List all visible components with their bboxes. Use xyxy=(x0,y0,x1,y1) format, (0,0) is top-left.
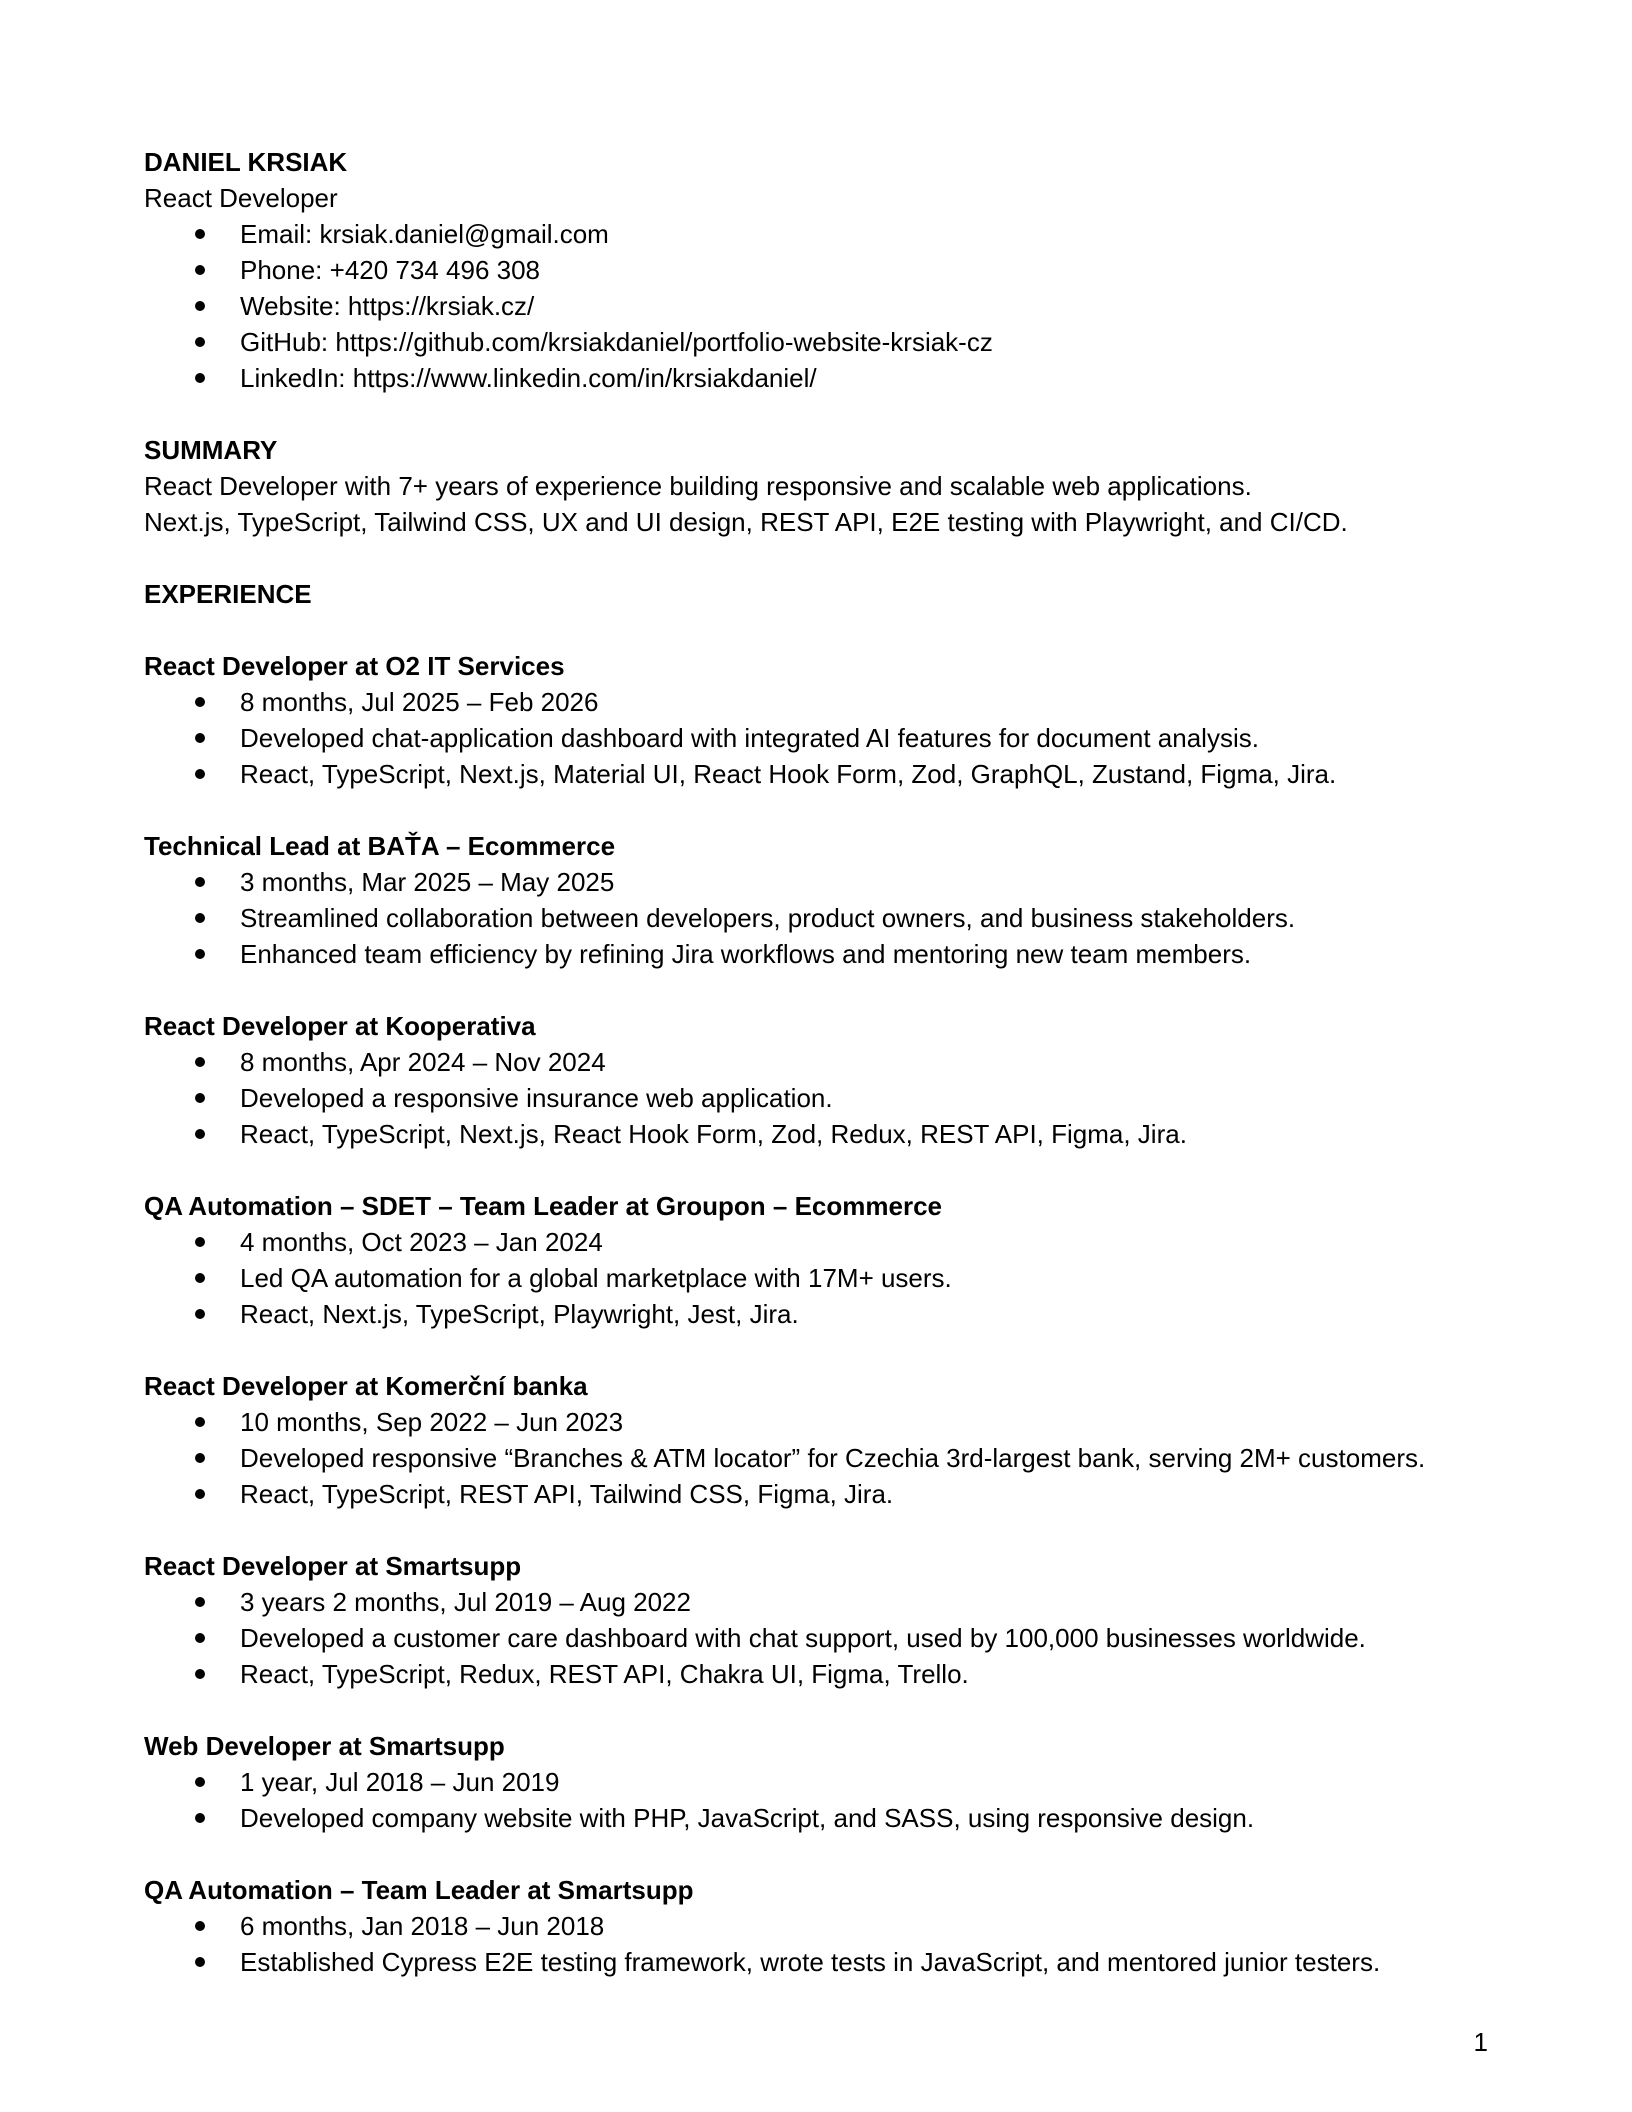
contact-item-phone xyxy=(144,252,1488,288)
job-title: React Developer at O2 IT Services xyxy=(144,651,565,681)
experience-heading: EXPERIENCE xyxy=(144,579,312,609)
contact-item-email xyxy=(144,216,1488,252)
bullet-icon xyxy=(195,1921,205,1931)
job-title: QA Automation – Team Leader at Smartsupp xyxy=(144,1875,694,1905)
list-item-text: Led QA automation for a global marketplace with 17M+ users. xyxy=(240,1263,952,1293)
job-entry xyxy=(144,648,1488,792)
spacer xyxy=(144,1152,1488,1188)
bullet-icon xyxy=(195,769,205,779)
list-item-text: 4 months, Oct 2023 – Jan 2024 xyxy=(240,1227,603,1257)
spacer xyxy=(144,612,1488,648)
resume-job-title: React Developer xyxy=(144,183,338,213)
list-item xyxy=(144,1080,1488,1116)
bullet-icon xyxy=(195,1309,205,1319)
job-entry xyxy=(144,1368,1488,1512)
list-item-text: Developed chat-application dashboard with integrated AI features for document analysis. xyxy=(240,723,1259,753)
list-item-text: 8 months, Apr 2024 – Nov 2024 xyxy=(240,1047,606,1077)
list-item xyxy=(144,1764,1488,1800)
bullet-icon xyxy=(195,1057,205,1067)
job-title: QA Automation – SDET – Team Leader at Groupon – Ecommerce xyxy=(144,1191,942,1221)
list-item-text: Developed responsive “Branches & ATM locator” for Czechia 3rd-largest bank, serving 2M+ customers. xyxy=(240,1443,1426,1473)
bullet-icon xyxy=(195,301,205,311)
bullet-icon xyxy=(195,1957,205,1967)
job-title: React Developer at Kooperativa xyxy=(144,1011,536,1041)
list-item xyxy=(144,1296,1488,1332)
list-item-text: 6 months, Jan 2018 – Jun 2018 xyxy=(240,1911,605,1941)
list-item-text: Developed a responsive insurance web application. xyxy=(240,1083,833,1113)
list-item xyxy=(144,1944,1488,1980)
contact-text: GitHub: https://github.com/krsiakdaniel/portfolio-website-krsiak-cz xyxy=(240,327,993,357)
list-item-text: React, TypeScript, Next.js, React Hook Form, Zod, Redux, REST API, Figma, Jira. xyxy=(240,1119,1187,1149)
summary-line: Next.js, TypeScript, Tailwind CSS, UX and UI design, REST API, E2E testing with Playwright, and CI/CD. xyxy=(144,507,1348,537)
bullet-icon xyxy=(195,1129,205,1139)
bullet-icon xyxy=(195,1669,205,1679)
spacer xyxy=(144,1836,1488,1872)
list-item xyxy=(144,1044,1488,1080)
list-item xyxy=(144,1440,1488,1476)
list-item xyxy=(144,900,1488,936)
list-item-text: React, Next.js, TypeScript, Playwright, Jest, Jira. xyxy=(240,1299,799,1329)
list-item-text: 3 years 2 months, Jul 2019 – Aug 2022 xyxy=(240,1587,691,1617)
contact-text: Website: https://krsiak.cz/ xyxy=(240,291,535,321)
contact-text: Phone: +420 734 496 308 xyxy=(240,255,541,285)
bullet-icon xyxy=(195,337,205,347)
list-item xyxy=(144,936,1488,972)
job-entry xyxy=(144,828,1488,972)
spacer xyxy=(144,972,1488,1008)
job-title: Technical Lead at BAŤA – Ecommerce xyxy=(144,831,616,861)
bullet-icon xyxy=(195,733,205,743)
job-title: Web Developer at Smartsupp xyxy=(144,1731,505,1761)
spacer xyxy=(144,1512,1488,1548)
spacer xyxy=(144,1332,1488,1368)
bullet-icon xyxy=(195,1237,205,1247)
list-item xyxy=(144,1800,1488,1836)
list-item-text: 10 months, Sep 2022 – Jun 2023 xyxy=(240,1407,624,1437)
list-item-text: Streamlined collaboration between developers, product owners, and business stakeholders. xyxy=(240,903,1296,933)
list-item xyxy=(144,864,1488,900)
list-item xyxy=(144,1584,1488,1620)
job-entry xyxy=(144,1548,1488,1692)
list-item-text: 8 months, Jul 2025 – Feb 2026 xyxy=(240,687,599,717)
contact-item-github xyxy=(144,324,1488,360)
list-item-text: 1 year, Jul 2018 – Jun 2019 xyxy=(240,1767,560,1797)
bullet-icon xyxy=(195,373,205,383)
list-item-text: Enhanced team efficiency by refining Jira workflows and mentoring new team members. xyxy=(240,939,1252,969)
list-item xyxy=(144,684,1488,720)
list-item-text: Developed a customer care dashboard with chat support, used by 100,000 businesses worldwide. xyxy=(240,1623,1366,1653)
spacer xyxy=(144,1692,1488,1728)
bullet-icon xyxy=(195,265,205,275)
bullet-icon xyxy=(195,697,205,707)
bullet-icon xyxy=(195,1273,205,1283)
list-item xyxy=(144,1620,1488,1656)
bullet-icon xyxy=(195,1453,205,1463)
contact-item-website xyxy=(144,288,1488,324)
list-item xyxy=(144,1224,1488,1260)
summary-line: React Developer with 7+ years of experience building responsive and scalable web applications. xyxy=(144,471,1252,501)
bullet-icon xyxy=(195,913,205,923)
list-item xyxy=(144,1404,1488,1440)
list-item xyxy=(144,720,1488,756)
job-entry xyxy=(144,1008,1488,1152)
bullet-icon xyxy=(195,1597,205,1607)
list-item xyxy=(144,756,1488,792)
bullet-icon xyxy=(195,949,205,959)
job-entry xyxy=(144,1728,1488,1836)
job-title: React Developer at Komerční banka xyxy=(144,1371,588,1401)
list-item xyxy=(144,1260,1488,1296)
contact-text: Email: krsiak.daniel@gmail.com xyxy=(240,219,609,249)
job-title: React Developer at Smartsupp xyxy=(144,1551,522,1581)
list-item xyxy=(144,1656,1488,1692)
spacer xyxy=(144,792,1488,828)
list-item-text: React, TypeScript, REST API, Tailwind CSS, Figma, Jira. xyxy=(240,1479,894,1509)
job-entry xyxy=(144,1872,1488,1980)
summary-heading: SUMMARY xyxy=(144,435,278,465)
bullet-icon xyxy=(195,1633,205,1643)
list-item xyxy=(144,1116,1488,1152)
bullet-icon xyxy=(195,1777,205,1787)
list-item-text: React, TypeScript, Redux, REST API, Chakra UI, Figma, Trello. xyxy=(240,1659,969,1689)
bullet-icon xyxy=(195,1813,205,1823)
bullet-icon xyxy=(195,877,205,887)
spacer xyxy=(144,396,1488,432)
bullet-icon xyxy=(195,1489,205,1499)
list-item-text: Established Cypress E2E testing framework, wrote tests in JavaScript, and mentored junior testers. xyxy=(240,1947,1381,1977)
list-item-text: Developed company website with PHP, JavaScript, and SASS, using responsive design. xyxy=(240,1803,1255,1833)
contact-item-linkedin xyxy=(144,360,1488,396)
bullet-icon xyxy=(195,1093,205,1103)
list-item xyxy=(144,1476,1488,1512)
contact-text: LinkedIn: https://www.linkedin.com/in/krsiakdaniel/ xyxy=(240,363,817,393)
resume-name: DANIEL KRSIAK xyxy=(144,147,348,177)
list-item-text: 3 months, Mar 2025 – May 2025 xyxy=(240,867,615,897)
spacer xyxy=(144,540,1488,576)
job-entry xyxy=(144,1188,1488,1332)
page-number: 1 xyxy=(1473,2027,1488,2057)
list-item xyxy=(144,1908,1488,1944)
list-item-text: React, TypeScript, Next.js, Material UI, React Hook Form, Zod, GraphQL, Zustand, Figma, Jira. xyxy=(240,759,1337,789)
bullet-icon xyxy=(195,229,205,239)
resume-content xyxy=(144,144,1488,1980)
bullet-icon xyxy=(195,1417,205,1427)
